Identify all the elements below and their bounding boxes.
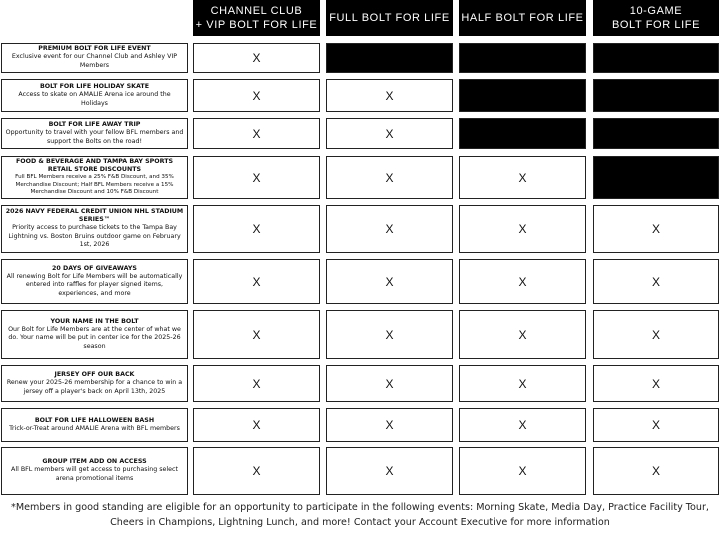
check-mark: X xyxy=(252,222,261,236)
benefit-title: PREMIUM BOLT FOR LIFE EVENT xyxy=(38,45,151,53)
included-cell xyxy=(459,205,586,253)
benefit-description: All renewing Bolt for Life Members will be automatically entered into raffles for player signed items, experiences, and more xyxy=(6,272,183,297)
not-included-cell xyxy=(459,79,586,112)
included-cell xyxy=(193,205,320,253)
check-mark: X xyxy=(385,376,394,391)
column-header-full-bolt xyxy=(326,0,453,36)
included-cell xyxy=(593,259,719,304)
included-cell xyxy=(193,118,320,149)
included-cell xyxy=(459,259,586,304)
included-cell xyxy=(193,79,320,112)
column-header-label: 10-GAME BOLT FOR LIFE xyxy=(611,5,701,31)
check-mark: X xyxy=(252,274,261,289)
check-mark: X xyxy=(252,126,261,141)
not-included-cell xyxy=(459,43,586,73)
benefit-title: YOUR NAME IN THE BOLT xyxy=(50,317,139,325)
included-cell xyxy=(593,408,719,442)
included-cell xyxy=(326,310,453,359)
benefit-title: BOLT FOR LIFE HALLOWEEN BASH xyxy=(34,416,155,424)
check-mark: X xyxy=(252,464,261,478)
check-mark: X xyxy=(518,327,527,342)
included-cell xyxy=(459,408,586,442)
benefit-description: Our Bolt for Life Members are at the center of what we do. Your name will be put in center ice for the 2025-26 season xyxy=(8,325,181,350)
benefit-description: Trick-or-Treat around AMALIE Arena with BFL members xyxy=(9,424,180,432)
not-included-cell xyxy=(593,43,719,73)
check-mark: X xyxy=(385,126,394,141)
check-mark: X xyxy=(651,327,660,342)
included-cell xyxy=(326,365,453,402)
check-mark: X xyxy=(385,222,394,236)
benefit-title: 2026 NAVY FEDERAL CREDIT UNION NHL STADIUM SERIES™ xyxy=(5,208,184,224)
benefit-description: Exclusive event for our Channel Club and Ashley VIP Members xyxy=(11,53,178,69)
benefit-title: FOOD & BEVERAGE AND TAMPA BAY SPORTS RETAIL STORE DISCOUNTS xyxy=(15,158,174,174)
check-mark: X xyxy=(385,170,394,185)
check-mark: X xyxy=(385,327,394,342)
benefit-description: Opportunity to travel with your fellow BFL members and support the Bolts on the road! xyxy=(5,128,184,145)
benefit-description-cell xyxy=(1,156,188,199)
benefit-description-cell xyxy=(1,205,188,253)
benefit-description-cell xyxy=(1,447,188,495)
check-mark: X xyxy=(252,418,261,432)
benefit-description-cell xyxy=(1,79,188,112)
included-cell xyxy=(326,408,453,442)
included-cell xyxy=(193,259,320,304)
benefit-description: Full BFL Members receive a 25% F&B Discount, and 35% Merchandise Discount; Half BFL Members receive a 15% Merchandise Discount and 10% F&B Discount xyxy=(15,174,174,196)
benefit-description-cell xyxy=(1,365,188,402)
column-header-label: FULL BOLT FOR LIFE xyxy=(329,12,450,24)
not-included-cell xyxy=(326,43,453,73)
benefit-description: Access to skate on AMALIE Arena ice around the Holidays xyxy=(18,90,171,107)
benefit-description-cell xyxy=(1,408,188,442)
check-mark: X xyxy=(252,51,261,65)
included-cell xyxy=(193,43,320,73)
check-mark: X xyxy=(385,88,394,103)
check-mark: X xyxy=(651,222,660,236)
included-cell xyxy=(593,365,719,402)
not-included-cell xyxy=(459,118,586,149)
included-cell xyxy=(326,447,453,495)
column-header-label: CHANNEL CLUB + VIP BOLT FOR LIFE xyxy=(195,5,318,31)
check-mark: X xyxy=(518,274,527,289)
benefit-description-cell xyxy=(1,310,188,359)
included-cell xyxy=(459,310,586,359)
benefit-title: 20 DAYS OF GIVEAWAYS xyxy=(52,264,137,272)
included-cell xyxy=(326,156,453,199)
included-cell xyxy=(459,365,586,402)
included-cell xyxy=(193,408,320,442)
included-cell xyxy=(193,365,320,402)
check-mark: X xyxy=(518,222,527,236)
included-cell xyxy=(593,447,719,495)
check-mark: X xyxy=(651,274,660,289)
benefit-title: BOLT FOR LIFE HOLIDAY SKATE xyxy=(39,82,150,90)
check-mark: X xyxy=(651,418,660,432)
column-header-half-bolt xyxy=(459,0,586,36)
not-included-cell xyxy=(593,118,719,149)
benefit-description-cell xyxy=(1,118,188,149)
check-mark: X xyxy=(252,376,261,391)
benefit-title: GROUP ITEM ADD ON ACCESS xyxy=(42,458,147,466)
not-included-cell xyxy=(593,156,719,199)
included-cell xyxy=(193,447,320,495)
footnote: *Members in good standing are eligible for an opportunity to participate in the following events: Morning Skate, Media Day, Practice Facility Tour, Cheers in Champions, Lightning Lunch, and more! Contact your Account Executive for more information xyxy=(11,502,709,528)
check-mark: X xyxy=(252,88,261,103)
not-included-cell xyxy=(593,79,719,112)
included-cell xyxy=(459,156,586,199)
benefit-description: Priority access to purchase tickets to the Tampa Bay Lightning vs. Boston Bruins outdoor game on February 1st, 2026 xyxy=(8,224,181,249)
column-header-ten-game-bolt xyxy=(593,0,719,36)
benefit-title: BOLT FOR LIFE AWAY TRIP xyxy=(48,120,141,128)
check-mark: X xyxy=(518,418,527,432)
check-mark: X xyxy=(385,464,394,478)
column-header-label: HALF BOLT FOR LIFE xyxy=(461,12,584,24)
check-mark: X xyxy=(518,376,527,391)
included-cell xyxy=(326,205,453,253)
benefit-title: JERSEY OFF OUR BACK xyxy=(54,370,135,378)
check-mark: X xyxy=(385,274,394,289)
column-header-channel-club-vip xyxy=(193,0,320,36)
check-mark: X xyxy=(385,418,394,432)
included-cell xyxy=(326,79,453,112)
check-mark: X xyxy=(651,464,660,478)
benefit-description: Renew your 2025-26 membership for a chance to win a jersey off a player's back on April 13th, 2025 xyxy=(6,378,183,395)
benefit-description: All BFL members will get access to purchasing select arena promotional items xyxy=(11,466,178,482)
benefit-description-cell xyxy=(1,259,188,304)
included-cell xyxy=(326,118,453,149)
included-cell xyxy=(593,310,719,359)
check-mark: X xyxy=(252,170,261,185)
check-mark: X xyxy=(518,464,527,478)
included-cell xyxy=(593,205,719,253)
check-mark: X xyxy=(252,327,261,342)
check-mark: X xyxy=(518,170,527,185)
included-cell xyxy=(193,156,320,199)
benefit-description-cell xyxy=(1,43,188,73)
included-cell xyxy=(326,259,453,304)
included-cell xyxy=(459,447,586,495)
check-mark: X xyxy=(651,376,660,391)
included-cell xyxy=(193,310,320,359)
